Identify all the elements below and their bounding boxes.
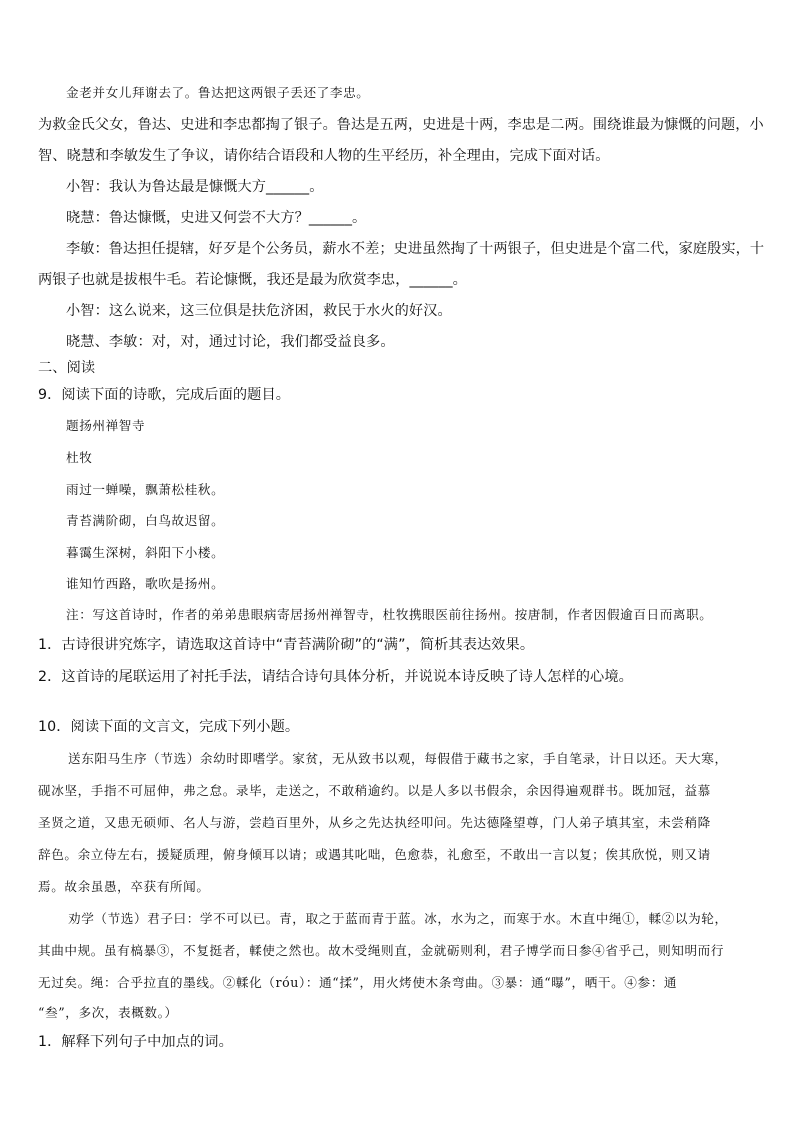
passage-2-line: 其曲中规。虽有槁暴③，不复挺者，輮使之然也。故木受绳则直，金就砺则利，君子博学而日参④省乎己，则知明而行 xyxy=(38,943,725,958)
dialog-line-5: 晓慧、李敏：对，对，通过讨论，我们都受益良多。 xyxy=(66,334,395,350)
passage-1-line: 辞色。余立侍左右，援疑质理，俯身倾耳以请；或遇其叱咄，色愈恭，礼愈至，不敢出一言以复；俟其欣悦，则又请 xyxy=(38,847,711,862)
dialog-line-3a: 李敏：鲁达担任提辖，好歹是个公务员，薪水不差；史进虽然掏了十两银子，但史进是个富二代，家庭殷实，十 xyxy=(66,241,765,257)
section-heading: 二、阅读 xyxy=(38,360,96,376)
passage-2-line: “叁”，多次，表概数。） xyxy=(38,1005,178,1020)
passage-1-line: 送东阳马生序（节选）余幼时即嗜学。家贫，无从致书以观，每假借于藏书之家，手自笔录，计日以还。天大寒， xyxy=(68,751,728,766)
dialog-line-1: 小智：我认为鲁达最是慷慨大方______。 xyxy=(66,179,324,195)
poem-line: 谁知竹西路，歌吹是扬州。 xyxy=(66,576,225,591)
dialog-line-3b: 两银子也就是拔根牛毛。若论慷慨，我还是最为欣赏李忠，______。 xyxy=(38,272,467,288)
q10-title: 10．阅读下面的文言文，完成下列小题。 xyxy=(38,719,300,735)
q9-sub-1: 1．古诗很讲究炼字，请选取这首诗中“青苔满阶砌”的“满”，简析其表达效果。 xyxy=(38,637,535,653)
dialog-line-2: 晓慧：鲁达慷慨，史进又何尝不大方？______。 xyxy=(66,210,367,226)
poem-author: 杜牧 xyxy=(66,450,93,465)
poem-line: 暮霭生深树，斜阳下小楼。 xyxy=(66,545,225,560)
poem-note: 注：写这首诗时，作者的弟弟患眼病寄居扬州禅智寺，杜牧携眼医前往扬州。按唐制，作者因假逾百日而离职。 xyxy=(66,607,713,622)
passage-1-line: 圣贤之道，又患无硕师、名人与游，尝趋百里外，从乡之先达执经叩问。先达德隆望尊，门人弟子填其室，未尝稍降 xyxy=(38,815,711,830)
quote-tail: 金老并女儿拜谢去了。鲁达把这两银子丢还了李忠。 xyxy=(66,85,370,100)
intro-line-1: 为救金氏父女，鲁达、史进和李忠都掏了银子。鲁达是五两，史进是十两，李忠是二两。围绕谁最为慷慨的问题，小 xyxy=(38,117,764,133)
poem-line: 青苔满阶砌，白鸟故迟留。 xyxy=(66,513,225,528)
passage-2-line: 劝学（节选）君子曰：学不可以已。青，取之于蓝而青于蓝。冰，水为之，而寒于水。木直中绳①，輮②以为轮， xyxy=(68,911,728,926)
poem-line: 雨过一蝉噪，飘萧松桂秋。 xyxy=(66,482,225,497)
dialog-line-4: 小智：这么说来，这三位俱是扶危济困，救民于水火的好汉。 xyxy=(66,303,452,319)
passage-2-line: 无过矣。绳：合乎拉直的墨线。②輮化（róu）：通“揉”，用火烤使木条弯曲。③暴：通“曝”，晒干。④参：通 xyxy=(38,975,678,990)
q10-sub-1: 1．解释下列句子中加点的词。 xyxy=(38,1034,233,1050)
intro-line-2: 智、晓慧和李敏发生了争议，请你结合语段和人物的生平经历，补全理由，完成下面对话。 xyxy=(38,148,610,164)
q9-sub-2: 2．这首诗的尾联运用了衬托手法，请结合诗句具体分析，并说说本诗反映了诗人怎样的心境。 xyxy=(38,669,633,685)
poem-title: 题扬州禅智寺 xyxy=(66,418,146,433)
q9-title: 9．阅读下面的诗歌，完成后面的题目。 xyxy=(38,387,291,403)
passage-1-line: 焉。故余虽愚，卒获有所闻。 xyxy=(38,879,210,894)
passage-1-line: 砚冰坚，手指不可屈伸，弗之怠。录毕，走送之，不敢稍逾约。以是人多以书假余，余因得遍观群书。既加冠，益慕 xyxy=(38,783,711,798)
